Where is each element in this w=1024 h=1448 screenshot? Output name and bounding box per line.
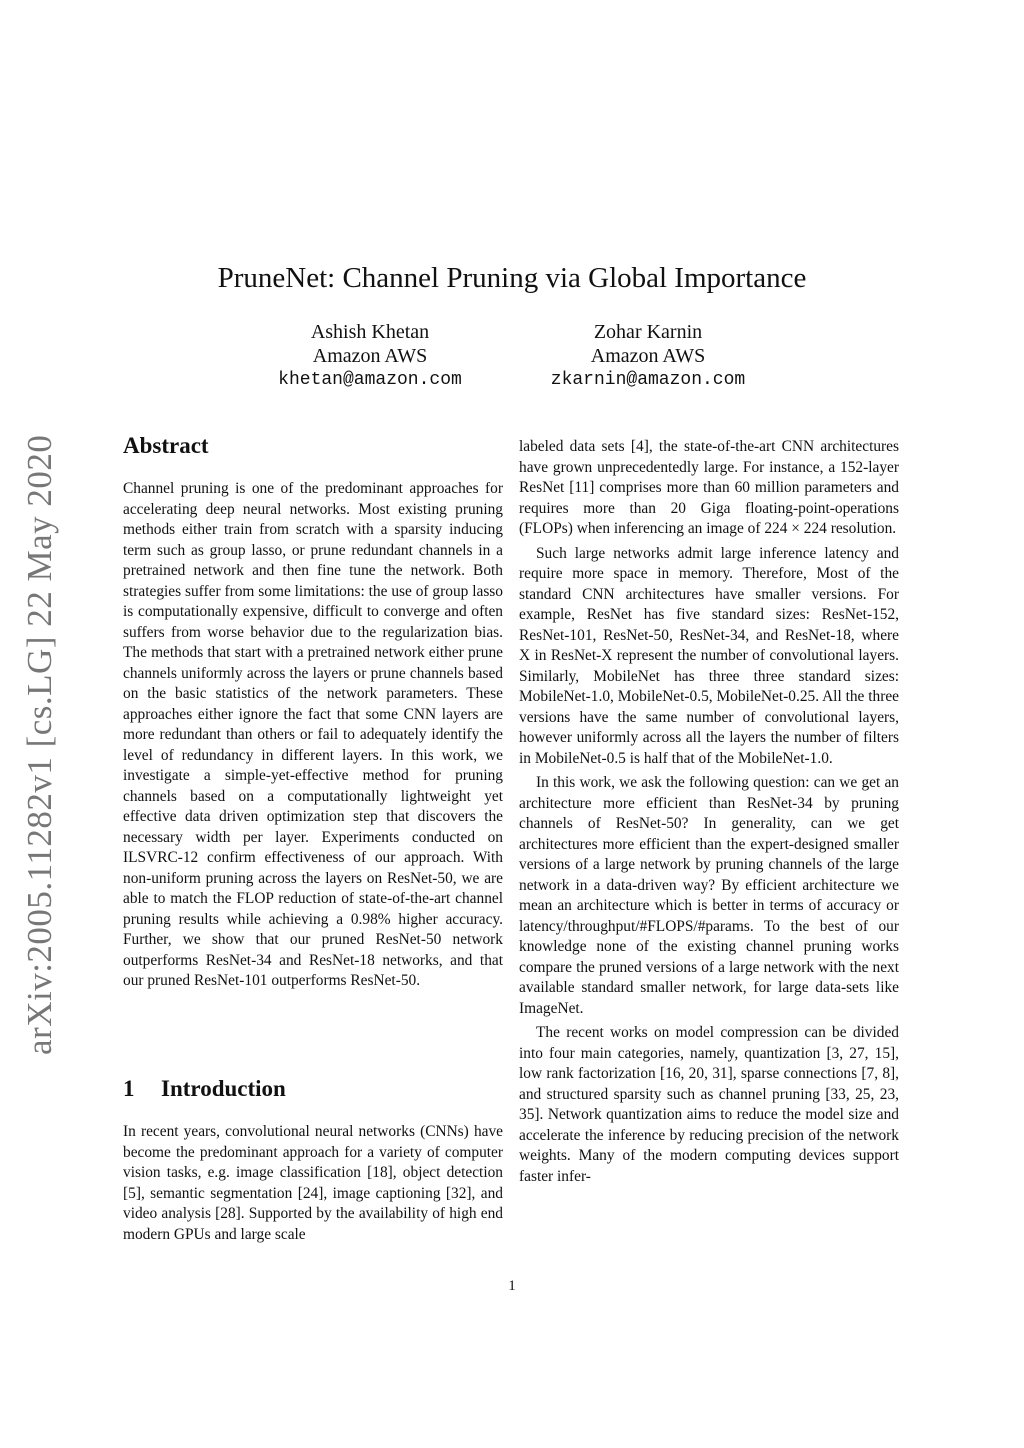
section-number: 1 — [123, 1076, 135, 1101]
paragraph: Such large networks admit large inference latency and require more space in memory. Therefore, Most of the standard CNN architectures have smaller versions. For example, ResNet has five standard sizes: ResNet-152, ResNet-101, ResNet-50, ResNet-34, and ResNet-18, where X in ResNet-X represent the number of convolutional layers. Similarly, MobileNet has three three standard sizes: MobileNet-1.0, MobileNet-0.5, MobileNet-0.25. All the three versions have the same number of convolutional layers, however uniformly across all the layers the number of filters in MobileNet-0.5 is half that of the MobileNet-1.0. — [519, 544, 899, 767]
author-email[interactable]: zkarnin@amazon.com — [550, 370, 746, 390]
paragraph: In this work, we ask the following question: can we get an architecture more efficient than ResNet-34 by pruning channels of ResNet-50? In generality, can we get architectures more efficient than the expert-designed smaller versions of a large network by pruning channels of the large network in a data-driven way? By efficient architecture we mean an architecture which is better in terms of accuracy or latency/throughput/#FLOPS/#params. To the best of our knowledge none of the existing channel pruning works compare the pruned versions of a large network with the next available standard smaller network, for large data-sets like ImageNet. — [519, 774, 899, 1017]
section-heading — [123, 1075, 503, 1103]
paragraph: labeled data sets [4], the state-of-the-art CNN architectures have grown unprecedentedly large. For instance, a 152-layer ResNet [11] comprises more than 60 million parameters and requires more than 20 Giga floating-point-operations (FLOPs) when inferencing an image of 224 × 224 resolution. — [519, 438, 899, 537]
author-block — [220, 320, 520, 392]
abstract-text: Channel pruning is one of the predominant approaches for accelerating deep neural networks. Most existing pruning methods either train from scratch with a sparsity inducing term such as group lasso, or prune redundant channels in a pretrained network and then fine tune the network. Both strategies suffer from some limitations: the use of group lasso is computationally expensive, difficult to converge and often suffers from worse behavior due to the regularization bias. The methods that start with a pretrained network either prune channels uniformly across the layers or prune channels based on the basic statistics of the network parameters. These approaches either ignore the fact that some CNN layers are more redundant than others or fail to adequately identify the level of redundancy in different layers. In this work, we investigate a simple-yet-effective method for pruning channels based on a computationally lightweight yet effective data driven optimization step that discovers the necessary width per layer. Experiments conducted on ILSVRC-12 confirm effectiveness of our approach. With non-uniform pruning across the layers on ResNet-50, we are able to match the FLOP reduction of state-of-the-art channel pruning results while achieving a 0.98% higher accuracy. Further, we show that our pruned ResNet-50 network outperforms ResNet-34 and ResNet-18 networks, and that our pruned ResNet-101 outperforms ResNet-50. — [123, 480, 503, 989]
author-block — [498, 320, 798, 392]
arxiv-identifier: arXiv:2005.11282v1 [cs.LG] 22 May 2020 — [20, 434, 59, 1055]
abstract-section — [123, 432, 503, 992]
author-email[interactable]: khetan@amazon.com — [278, 370, 462, 390]
author-name: Ashish Khetan — [310, 321, 430, 343]
page-number: 1 — [508, 1278, 516, 1294]
paper-title: PruneNet: Channel Pruning via Global Importance — [217, 262, 807, 294]
paragraph: In recent years, convolutional neural networks (CNNs) have become the predominant approach for a variety of computer vision tasks, e.g. image classification [18], object detection [5], semantic segmentation [24], image captioning [32], and video analysis [28]. Supported by the availability of high end modern GPUs and large scale — [123, 1123, 503, 1243]
author-affiliation: Amazon AWS — [590, 345, 706, 367]
author-name: Zohar Karnin — [593, 321, 703, 343]
paragraph: The recent works on model compression can be divided into four main categories, namely, quantization [3, 27, 15], low rank factorization [16, 20, 31], sparse connections [7, 8], and structured sparsity such as channel pruning [33, 25, 23, 35]. Network quantization aims to reduce the model size and accelerate the inference by reducing precision of the network weights. Many of the modern computing devices support faster infer- — [519, 1024, 899, 1185]
right-column — [519, 437, 899, 1187]
introduction-section — [123, 1075, 503, 1245]
abstract-heading: Abstract — [123, 433, 209, 458]
author-affiliation: Amazon AWS — [312, 345, 428, 367]
section-title: Introduction — [161, 1076, 286, 1101]
